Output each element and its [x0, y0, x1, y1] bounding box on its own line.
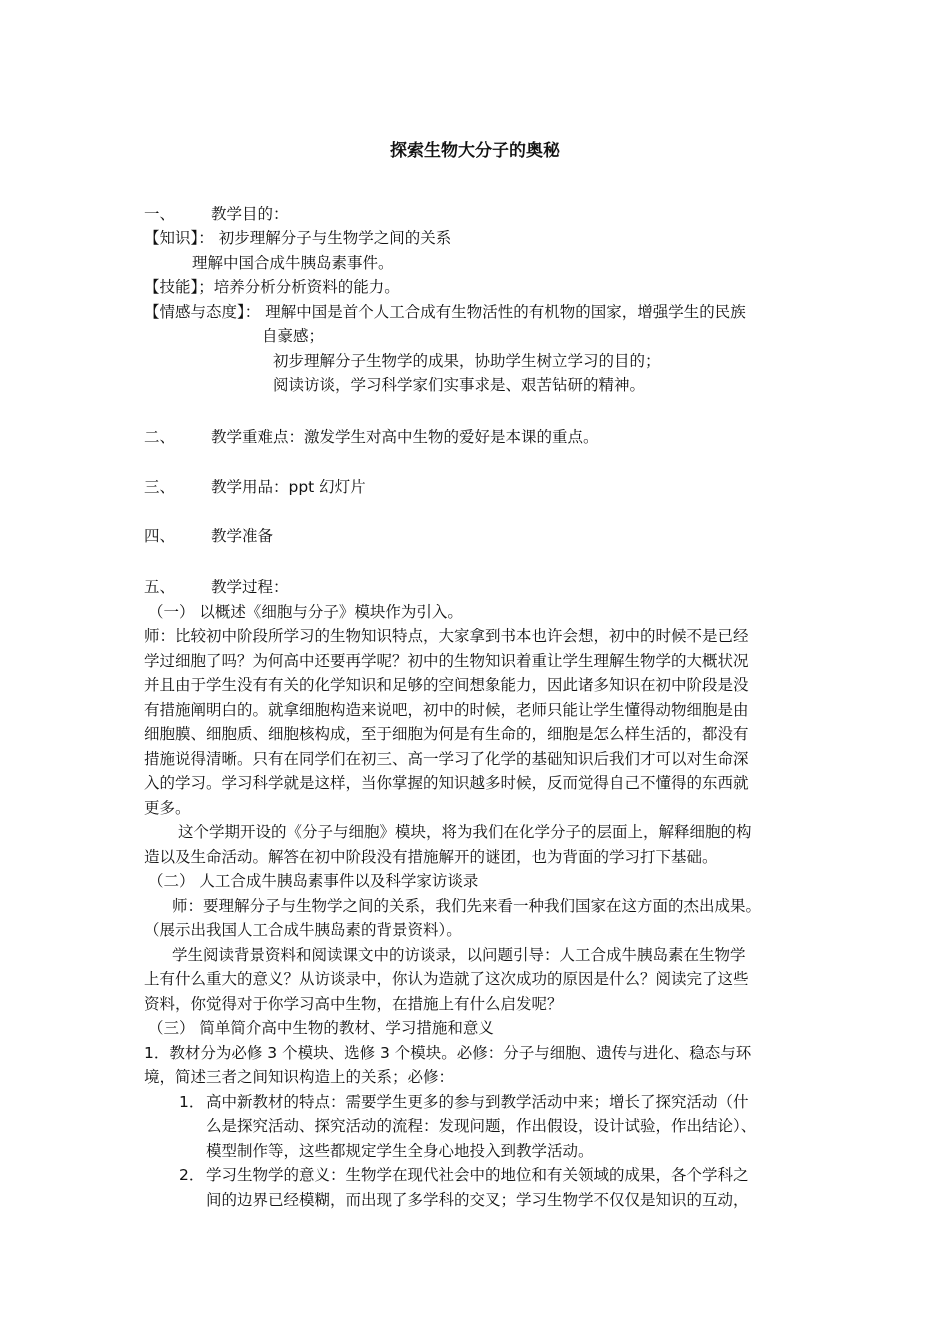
part-3-heading: （三） 简单简介高中生物的教材、学习措施和意义	[148, 1019, 494, 1037]
paragraph-line: 措施说得清晰。只有在同学们在初三、高一学习了化学的基础知识后我们才可以对生命深	[144, 750, 749, 768]
section-text: 教学准备	[211, 527, 274, 545]
section-number: 五、	[144, 578, 176, 596]
paragraph-line: 上有什么重大的意义？从访谈录中，你认为造就了这次成功的原因是什么？阅读完了这些	[144, 970, 749, 988]
attitude-text-2: 初步理解分子生物学的成果，协助学生树立学习的目的；	[273, 352, 661, 370]
list-item-number: 2．	[179, 1166, 205, 1184]
list-item-number: 1．	[179, 1093, 205, 1111]
paragraph-line: 这个学期开设的《分子与细胞》模块，将为我们在化学分子的层面上，解释细胞的构	[178, 823, 752, 841]
paragraph-line: 1．教材分为必修 3 个模块、选修 3 个模块。必修：分子与细胞、遗传与进化、稳态与环	[144, 1044, 752, 1062]
section-text: 教学用品：ppt 幻灯片	[211, 478, 366, 496]
list-item-text: 学习生物学的意义：生物学在现代社会中的地位和有关领域的成果，各个学科之	[206, 1166, 749, 1184]
attitude-label: 【情感与态度】：	[144, 303, 261, 321]
attitude-text-continued: 自豪感；	[262, 327, 325, 345]
list-item-text: 间的边界已经模糊，而出现了多学科的交叉；学习生物学不仅仅是知识的互动，	[206, 1191, 749, 1209]
paragraph-line: 学生阅读背景资料和阅读课文中的访谈录，以问题引导：人工合成牛胰岛素在生物学	[172, 946, 746, 964]
paragraph-line: 有措施阐明白的。就拿细胞构造来说吧，初中的时候，老师只能让学生懂得动物细胞是由	[144, 701, 749, 719]
section-heading: 教学过程：	[211, 578, 289, 596]
list-item-text: 模型制作等，这些都规定学生全身心地投入到教学活动。	[206, 1142, 594, 1160]
paragraph-line: 学过细胞了吗？为何高中还要再学呢？初中的生物知识着重让学生理解生物学的大概状况	[144, 652, 749, 670]
attitude-text-3: 阅读访谈，学习科学家们实事求是、艰苦钻研的精神。	[273, 376, 646, 394]
paragraph-line: 师：比较初中阶段所学习的生物知识特点，大家拿到书本也许会想，初中的时候不是已经	[144, 627, 749, 645]
knowledge-line	[144, 226, 451, 250]
knowledge-label: 【知识】：	[144, 229, 214, 247]
paragraph-line: （展示出我国人工合成牛胰岛素的背景资料）。	[144, 921, 462, 939]
knowledge-text: 初步理解分子与生物学之间的关系	[218, 229, 452, 247]
paragraph-line: 并且由于学生没有有关的化学知识和足够的空间想象能力，因此诸多知识在初中阶段是没	[144, 676, 749, 694]
paragraph-line: 细胞膜、细胞质、细胞核构成，至于细胞为何是有生命的，细胞是怎么样生活的，都没有	[144, 725, 749, 743]
section-number: 四、	[144, 527, 176, 545]
section-text: 教学重难点：激发学生对高中生物的爱好是本课的重点。	[211, 428, 599, 446]
section-number: 三、	[144, 478, 176, 496]
paragraph-line: 更多。	[144, 799, 191, 817]
list-item-text: 么是探究活动、探究活动的流程：发现问题，作出假设，设计试验，作出结论）、	[206, 1117, 757, 1135]
paragraph-line: 资料，你觉得对于你学习高中生物，在措施上有什么启发呢？	[144, 995, 563, 1013]
paragraph-line: 造以及生命活动。解答在初中阶段没有措施解开的谜团，也为背面的学习打下基础。	[144, 848, 718, 866]
paragraph-line: 入的学习。学习科学就是这样，当你掌握的知识越多时候，反而觉得自己不懂得的东西就	[144, 774, 749, 792]
list-item-text: 高中新教材的特点：需要学生更多的参与到教学活动中来；增长了探究活动（什	[206, 1093, 749, 1111]
paragraph-line: 师：要理解分子与生物学之间的关系，我们先来看一种我们国家在这方面的杰出成果。	[172, 897, 762, 915]
document-title: 探索生物大分子的奥秘	[390, 141, 560, 161]
paragraph-line: 境，简述三者之间知识构造上的关系；必修：	[144, 1068, 455, 1086]
section-number: 一、	[144, 205, 176, 223]
part-1-heading: （一） 以概述《细胞与分子》模块作为引入。	[148, 603, 463, 621]
skill-line: 【技能】；培养分析分析资料的能力。	[144, 278, 400, 296]
knowledge-text-2: 理解中国合成牛胰岛素事件。	[192, 254, 394, 272]
part-2-heading: （二） 人工合成牛胰岛素事件以及科学家访谈录	[148, 872, 479, 890]
section-number: 二、	[144, 428, 176, 446]
attitude-text: 理解中国是首个人工合成有生物活性的有机物的国家，增强学生的民族	[265, 303, 746, 321]
attitude-line	[144, 300, 746, 324]
section-heading: 教学目的：	[211, 205, 289, 223]
